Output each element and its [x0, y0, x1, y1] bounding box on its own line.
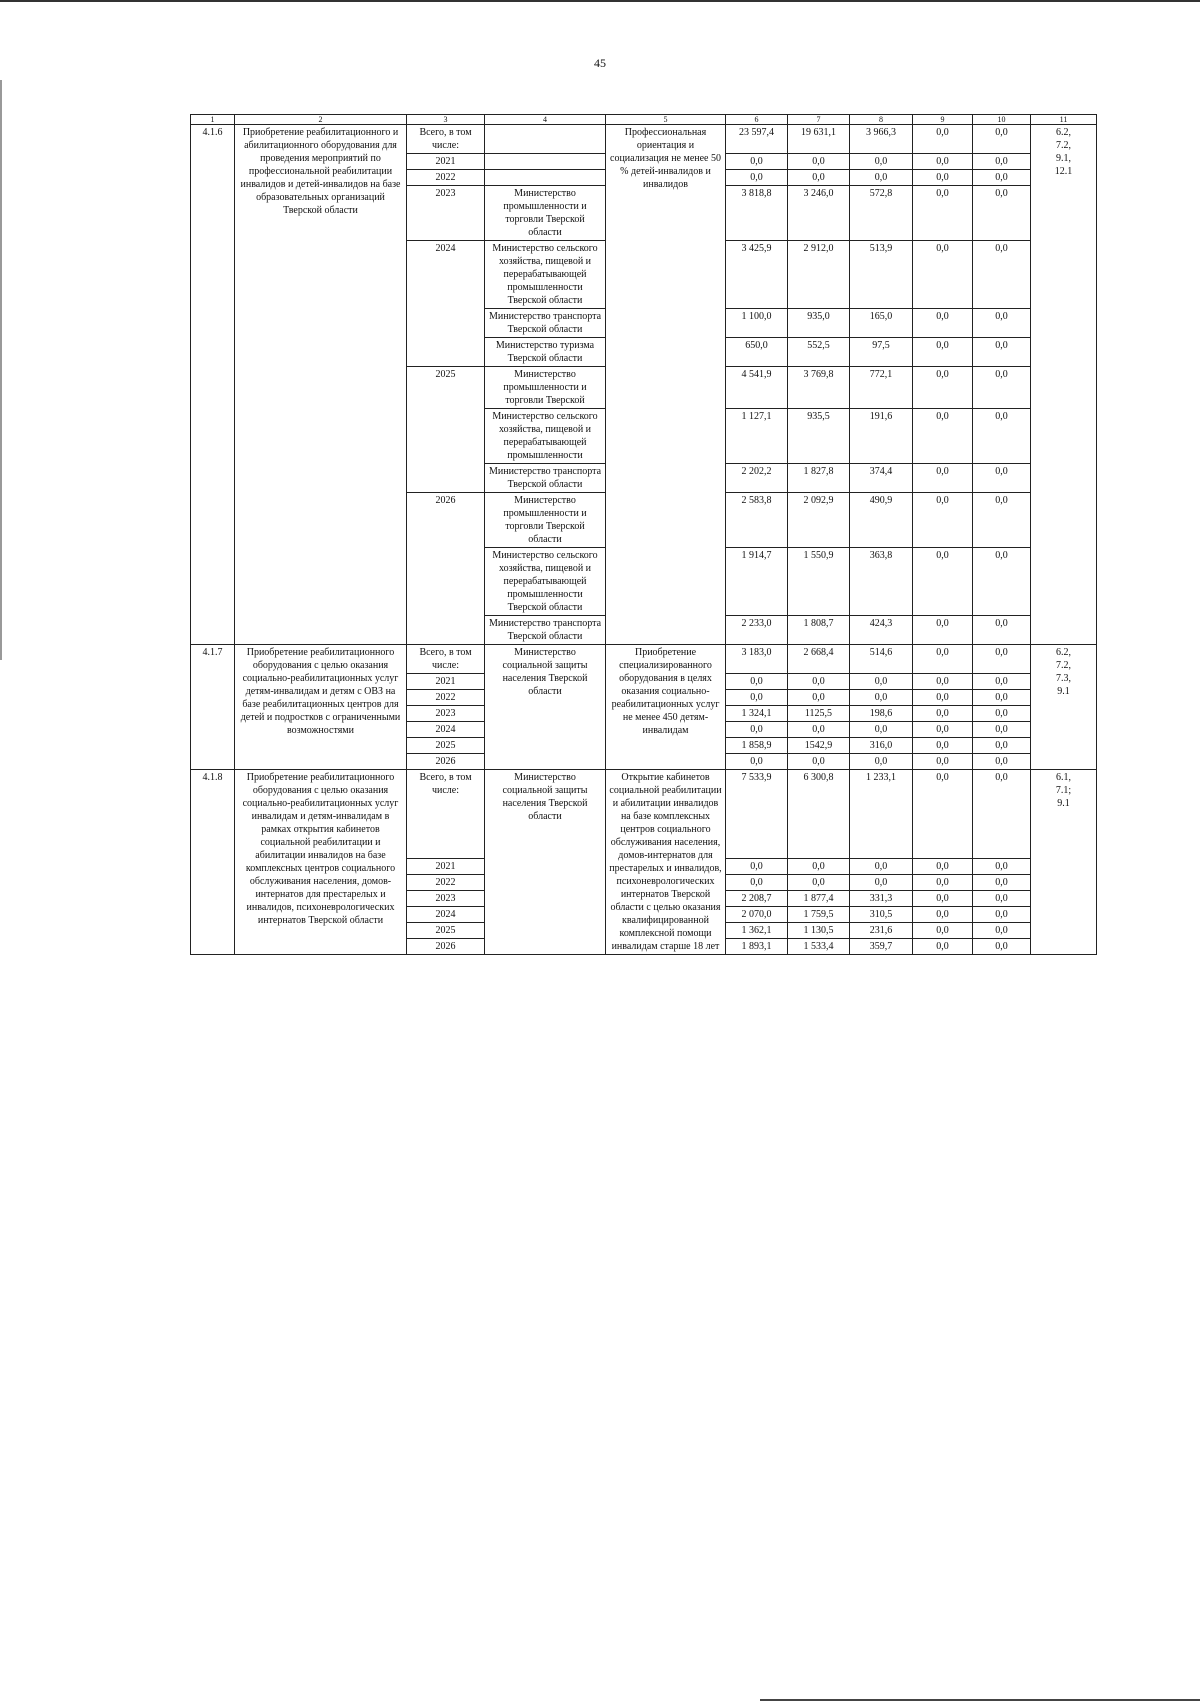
total-value: 2 070,0 [726, 907, 788, 923]
regional-value: 3 246,0 [788, 186, 850, 241]
municipal-value: 0,0 [913, 338, 973, 367]
federal-value: 310,5 [850, 907, 913, 923]
column-header: 5 [606, 115, 726, 125]
other-value: 0,0 [973, 875, 1031, 891]
federal-value: 231,6 [850, 923, 913, 939]
ministry-cell: Министерство социальной защиты населения Тверской области [485, 645, 606, 770]
regional-value: 0,0 [788, 722, 850, 738]
year-cell: 2023 [407, 891, 485, 907]
other-value: 0,0 [973, 616, 1031, 645]
ministry-cell: Министерство транспорта Тверской области [485, 616, 606, 645]
total-value: 4 541,9 [726, 367, 788, 409]
other-value: 0,0 [973, 907, 1031, 923]
table-row [191, 645, 1097, 674]
federal-value: 0,0 [850, 690, 913, 706]
municipal-value: 0,0 [913, 367, 973, 409]
regional-value: 19 631,1 [788, 125, 850, 154]
year-cell: 2022 [407, 875, 485, 891]
municipal-value: 0,0 [913, 125, 973, 154]
municipal-value: 0,0 [913, 706, 973, 722]
federal-value: 3 966,3 [850, 125, 913, 154]
federal-value: 331,3 [850, 891, 913, 907]
column-header: 10 [973, 115, 1031, 125]
result-cell: Открытие кабинетов социальной реабилитации и абилитации инвалидов на базе комплексных центров социального обслуживания населения, домов-интернатов для престарелых и инвалидов, психоневрологических интернатов Тверской области с целью оказания квалифицированной комплексной помощи инвалидам старше 18 лет [606, 770, 726, 955]
ministry-cell: Министерство промышленности и торговли Тверской [485, 367, 606, 409]
other-value: 0,0 [973, 859, 1031, 875]
federal-value: 572,8 [850, 186, 913, 241]
other-value: 0,0 [973, 891, 1031, 907]
other-value: 0,0 [973, 722, 1031, 738]
regional-value: 1542,9 [788, 738, 850, 754]
result-cell: Приобретение специализированного оборудования в целях оказания социально-реабилитационных услуг не менее 450 детям-инвалидам [606, 645, 726, 770]
measure-name: Приобретение реабилитационного оборудования с целью оказания социально-реабилитационных услуг детям-инвалидам и детям с ОВЗ на базе реабилитационных центров для детей и подростков с ограниченными возможностями [235, 645, 407, 770]
federal-value: 0,0 [850, 674, 913, 690]
year-cell: 2022 [407, 170, 485, 186]
row-number: 4.1.7 [191, 645, 235, 770]
regional-value: 2 912,0 [788, 241, 850, 309]
total-value: 2 202,2 [726, 464, 788, 493]
ministry-cell: Министерство промышленности и торговли Тверской области [485, 493, 606, 548]
municipal-value: 0,0 [913, 907, 973, 923]
municipal-value: 0,0 [913, 674, 973, 690]
other-value: 0,0 [973, 409, 1031, 464]
column-header: 2 [235, 115, 407, 125]
ministry-cell: Министерство транспорта Тверской области [485, 464, 606, 493]
column-header: 9 [913, 115, 973, 125]
regional-value: 1 533,4 [788, 939, 850, 955]
regional-value: 935,5 [788, 409, 850, 464]
year-cell: 2025 [407, 367, 485, 493]
other-value: 0,0 [973, 690, 1031, 706]
other-value: 0,0 [973, 754, 1031, 770]
federal-value: 0,0 [850, 722, 913, 738]
total-value: 1 100,0 [726, 309, 788, 338]
other-value: 0,0 [973, 706, 1031, 722]
regional-value: 0,0 [788, 170, 850, 186]
year-cell: Всего, в том числе: [407, 125, 485, 154]
other-value: 0,0 [973, 674, 1031, 690]
total-value: 3 818,8 [726, 186, 788, 241]
indicator-refs: 6.2, 7.2, 7.3, 9.1 [1031, 645, 1097, 770]
federal-value: 0,0 [850, 859, 913, 875]
total-value: 1 914,7 [726, 548, 788, 616]
municipal-value: 0,0 [913, 645, 973, 674]
year-cell: 2021 [407, 154, 485, 170]
year-cell: 2023 [407, 706, 485, 722]
regional-value: 1 759,5 [788, 907, 850, 923]
total-value: 0,0 [726, 859, 788, 875]
other-value: 0,0 [973, 154, 1031, 170]
total-value: 2 583,8 [726, 493, 788, 548]
column-header: 6 [726, 115, 788, 125]
total-value: 650,0 [726, 338, 788, 367]
column-header: 4 [485, 115, 606, 125]
total-value: 7 533,9 [726, 770, 788, 859]
municipal-value: 0,0 [913, 309, 973, 338]
year-cell: 2024 [407, 907, 485, 923]
other-value: 0,0 [973, 738, 1031, 754]
municipal-value: 0,0 [913, 616, 973, 645]
regional-value: 0,0 [788, 859, 850, 875]
municipal-value: 0,0 [913, 738, 973, 754]
total-value: 3 425,9 [726, 241, 788, 309]
regional-value: 1 130,5 [788, 923, 850, 939]
federal-value: 191,6 [850, 409, 913, 464]
regional-value: 1 550,9 [788, 548, 850, 616]
regional-value: 0,0 [788, 154, 850, 170]
total-value: 0,0 [726, 875, 788, 891]
regional-value: 1125,5 [788, 706, 850, 722]
federal-value: 165,0 [850, 309, 913, 338]
regional-value: 3 769,8 [788, 367, 850, 409]
ministry-cell [485, 170, 606, 186]
municipal-value: 0,0 [913, 875, 973, 891]
year-cell: 2022 [407, 690, 485, 706]
other-value: 0,0 [973, 367, 1031, 409]
regional-value: 6 300,8 [788, 770, 850, 859]
regional-value: 935,0 [788, 309, 850, 338]
municipal-value: 0,0 [913, 891, 973, 907]
total-value: 2 233,0 [726, 616, 788, 645]
year-cell: 2024 [407, 722, 485, 738]
ministry-cell [485, 154, 606, 170]
federal-value: 363,8 [850, 548, 913, 616]
measure-name: Приобретение реабилитационного оборудования с целью оказания социально-реабилитационных услуг инвалидам и детям-инвалидам в рамках открытия кабинетов социальной реабилитации и абилитации инвалидов на базе комплексных центров социального обслуживания населения, домов-интернатов для престарелых и инвалидов, психоневрологических интернатов Тверской области [235, 770, 407, 955]
budget-table [190, 114, 1097, 955]
scan-edge-top [0, 0, 1200, 2]
federal-value: 0,0 [850, 154, 913, 170]
regional-value: 1 827,8 [788, 464, 850, 493]
other-value: 0,0 [973, 493, 1031, 548]
measure-name: Приобретение реабилитационного и абилитационного оборудования для проведения мероприятий по профессиональной реабилитации инвалидов и детей-инвалидов на базе образовательных организаций Тверской области [235, 125, 407, 645]
year-cell: 2023 [407, 186, 485, 241]
regional-value: 0,0 [788, 674, 850, 690]
other-value: 0,0 [973, 939, 1031, 955]
year-cell: 2025 [407, 738, 485, 754]
ministry-cell [485, 125, 606, 154]
total-value: 2 208,7 [726, 891, 788, 907]
column-header: 11 [1031, 115, 1097, 125]
regional-value: 2 092,9 [788, 493, 850, 548]
total-value: 1 858,9 [726, 738, 788, 754]
regional-value: 0,0 [788, 690, 850, 706]
federal-value: 1 233,1 [850, 770, 913, 859]
other-value: 0,0 [973, 309, 1031, 338]
federal-value: 97,5 [850, 338, 913, 367]
regional-value: 552,5 [788, 338, 850, 367]
total-value: 1 324,1 [726, 706, 788, 722]
other-value: 0,0 [973, 923, 1031, 939]
other-value: 0,0 [973, 770, 1031, 859]
total-value: 1 362,1 [726, 923, 788, 939]
year-cell: 2026 [407, 939, 485, 955]
ministry-cell: Министерство транспорта Тверской области [485, 309, 606, 338]
federal-value: 0,0 [850, 754, 913, 770]
row-number: 4.1.8 [191, 770, 235, 955]
total-value: 1 893,1 [726, 939, 788, 955]
regional-value: 1 808,7 [788, 616, 850, 645]
row-number: 4.1.6 [191, 125, 235, 645]
federal-value: 316,0 [850, 738, 913, 754]
total-value: 0,0 [726, 170, 788, 186]
municipal-value: 0,0 [913, 690, 973, 706]
municipal-value: 0,0 [913, 859, 973, 875]
column-header: 1 [191, 115, 235, 125]
municipal-value: 0,0 [913, 409, 973, 464]
federal-value: 0,0 [850, 875, 913, 891]
federal-value: 513,9 [850, 241, 913, 309]
year-cell: 2021 [407, 859, 485, 875]
federal-value: 359,7 [850, 939, 913, 955]
year-cell: 2026 [407, 754, 485, 770]
total-value: 23 597,4 [726, 125, 788, 154]
year-cell: 2024 [407, 241, 485, 367]
regional-value: 2 668,4 [788, 645, 850, 674]
ministry-cell: Министерство сельского хозяйства, пищевой и перерабатывающей промышленности Тверской области [485, 548, 606, 616]
municipal-value: 0,0 [913, 923, 973, 939]
federal-value: 374,4 [850, 464, 913, 493]
municipal-value: 0,0 [913, 722, 973, 738]
total-value: 3 183,0 [726, 645, 788, 674]
year-cell: Всего, в том числе: [407, 770, 485, 859]
table-row [191, 770, 1097, 859]
municipal-value: 0,0 [913, 939, 973, 955]
result-cell: Профессиональная ориентация и социализация не менее 50 % детей-инвалидов и инвалидов [606, 125, 726, 645]
federal-value: 514,6 [850, 645, 913, 674]
federal-value: 772,1 [850, 367, 913, 409]
federal-value: 490,9 [850, 493, 913, 548]
federal-value: 424,3 [850, 616, 913, 645]
other-value: 0,0 [973, 241, 1031, 309]
ministry-cell: Министерство промышленности и торговли Тверской области [485, 186, 606, 241]
ministry-cell: Министерство туризма Тверской области [485, 338, 606, 367]
municipal-value: 0,0 [913, 493, 973, 548]
scan-edge-bottom [760, 1699, 1200, 1701]
municipal-value: 0,0 [913, 548, 973, 616]
total-value: 0,0 [726, 690, 788, 706]
total-value: 0,0 [726, 154, 788, 170]
column-header-row [191, 115, 1097, 125]
ministry-cell: Министерство социальной защиты населения Тверской области [485, 770, 606, 955]
other-value: 0,0 [973, 125, 1031, 154]
year-cell: 2025 [407, 923, 485, 939]
column-header: 3 [407, 115, 485, 125]
year-cell: Всего, в том числе: [407, 645, 485, 674]
federal-value: 0,0 [850, 170, 913, 186]
regional-value: 0,0 [788, 754, 850, 770]
municipal-value: 0,0 [913, 770, 973, 859]
municipal-value: 0,0 [913, 754, 973, 770]
municipal-value: 0,0 [913, 186, 973, 241]
indicator-refs: 6.2, 7.2, 9.1, 12.1 [1031, 125, 1097, 645]
regional-value: 0,0 [788, 875, 850, 891]
federal-value: 198,6 [850, 706, 913, 722]
page-number: 45 [594, 56, 606, 70]
column-header: 8 [850, 115, 913, 125]
column-header: 7 [788, 115, 850, 125]
total-value: 1 127,1 [726, 409, 788, 464]
regional-value: 1 877,4 [788, 891, 850, 907]
table-row [191, 125, 1097, 154]
year-cell: 2021 [407, 674, 485, 690]
total-value: 0,0 [726, 722, 788, 738]
other-value: 0,0 [973, 645, 1031, 674]
other-value: 0,0 [973, 186, 1031, 241]
total-value: 0,0 [726, 674, 788, 690]
municipal-value: 0,0 [913, 170, 973, 186]
year-cell: 2026 [407, 493, 485, 645]
ministry-cell: Министерство сельского хозяйства, пищевой и перерабатывающей промышленности Тверской области [485, 241, 606, 309]
indicator-refs: 6.1, 7.1; 9.1 [1031, 770, 1097, 955]
other-value: 0,0 [973, 170, 1031, 186]
other-value: 0,0 [973, 464, 1031, 493]
municipal-value: 0,0 [913, 241, 973, 309]
municipal-value: 0,0 [913, 154, 973, 170]
scan-edge-left [0, 80, 2, 660]
other-value: 0,0 [973, 548, 1031, 616]
total-value: 0,0 [726, 754, 788, 770]
other-value: 0,0 [973, 338, 1031, 367]
municipal-value: 0,0 [913, 464, 973, 493]
ministry-cell: Министерство сельского хозяйства, пищевой и перерабатывающей промышленности [485, 409, 606, 464]
